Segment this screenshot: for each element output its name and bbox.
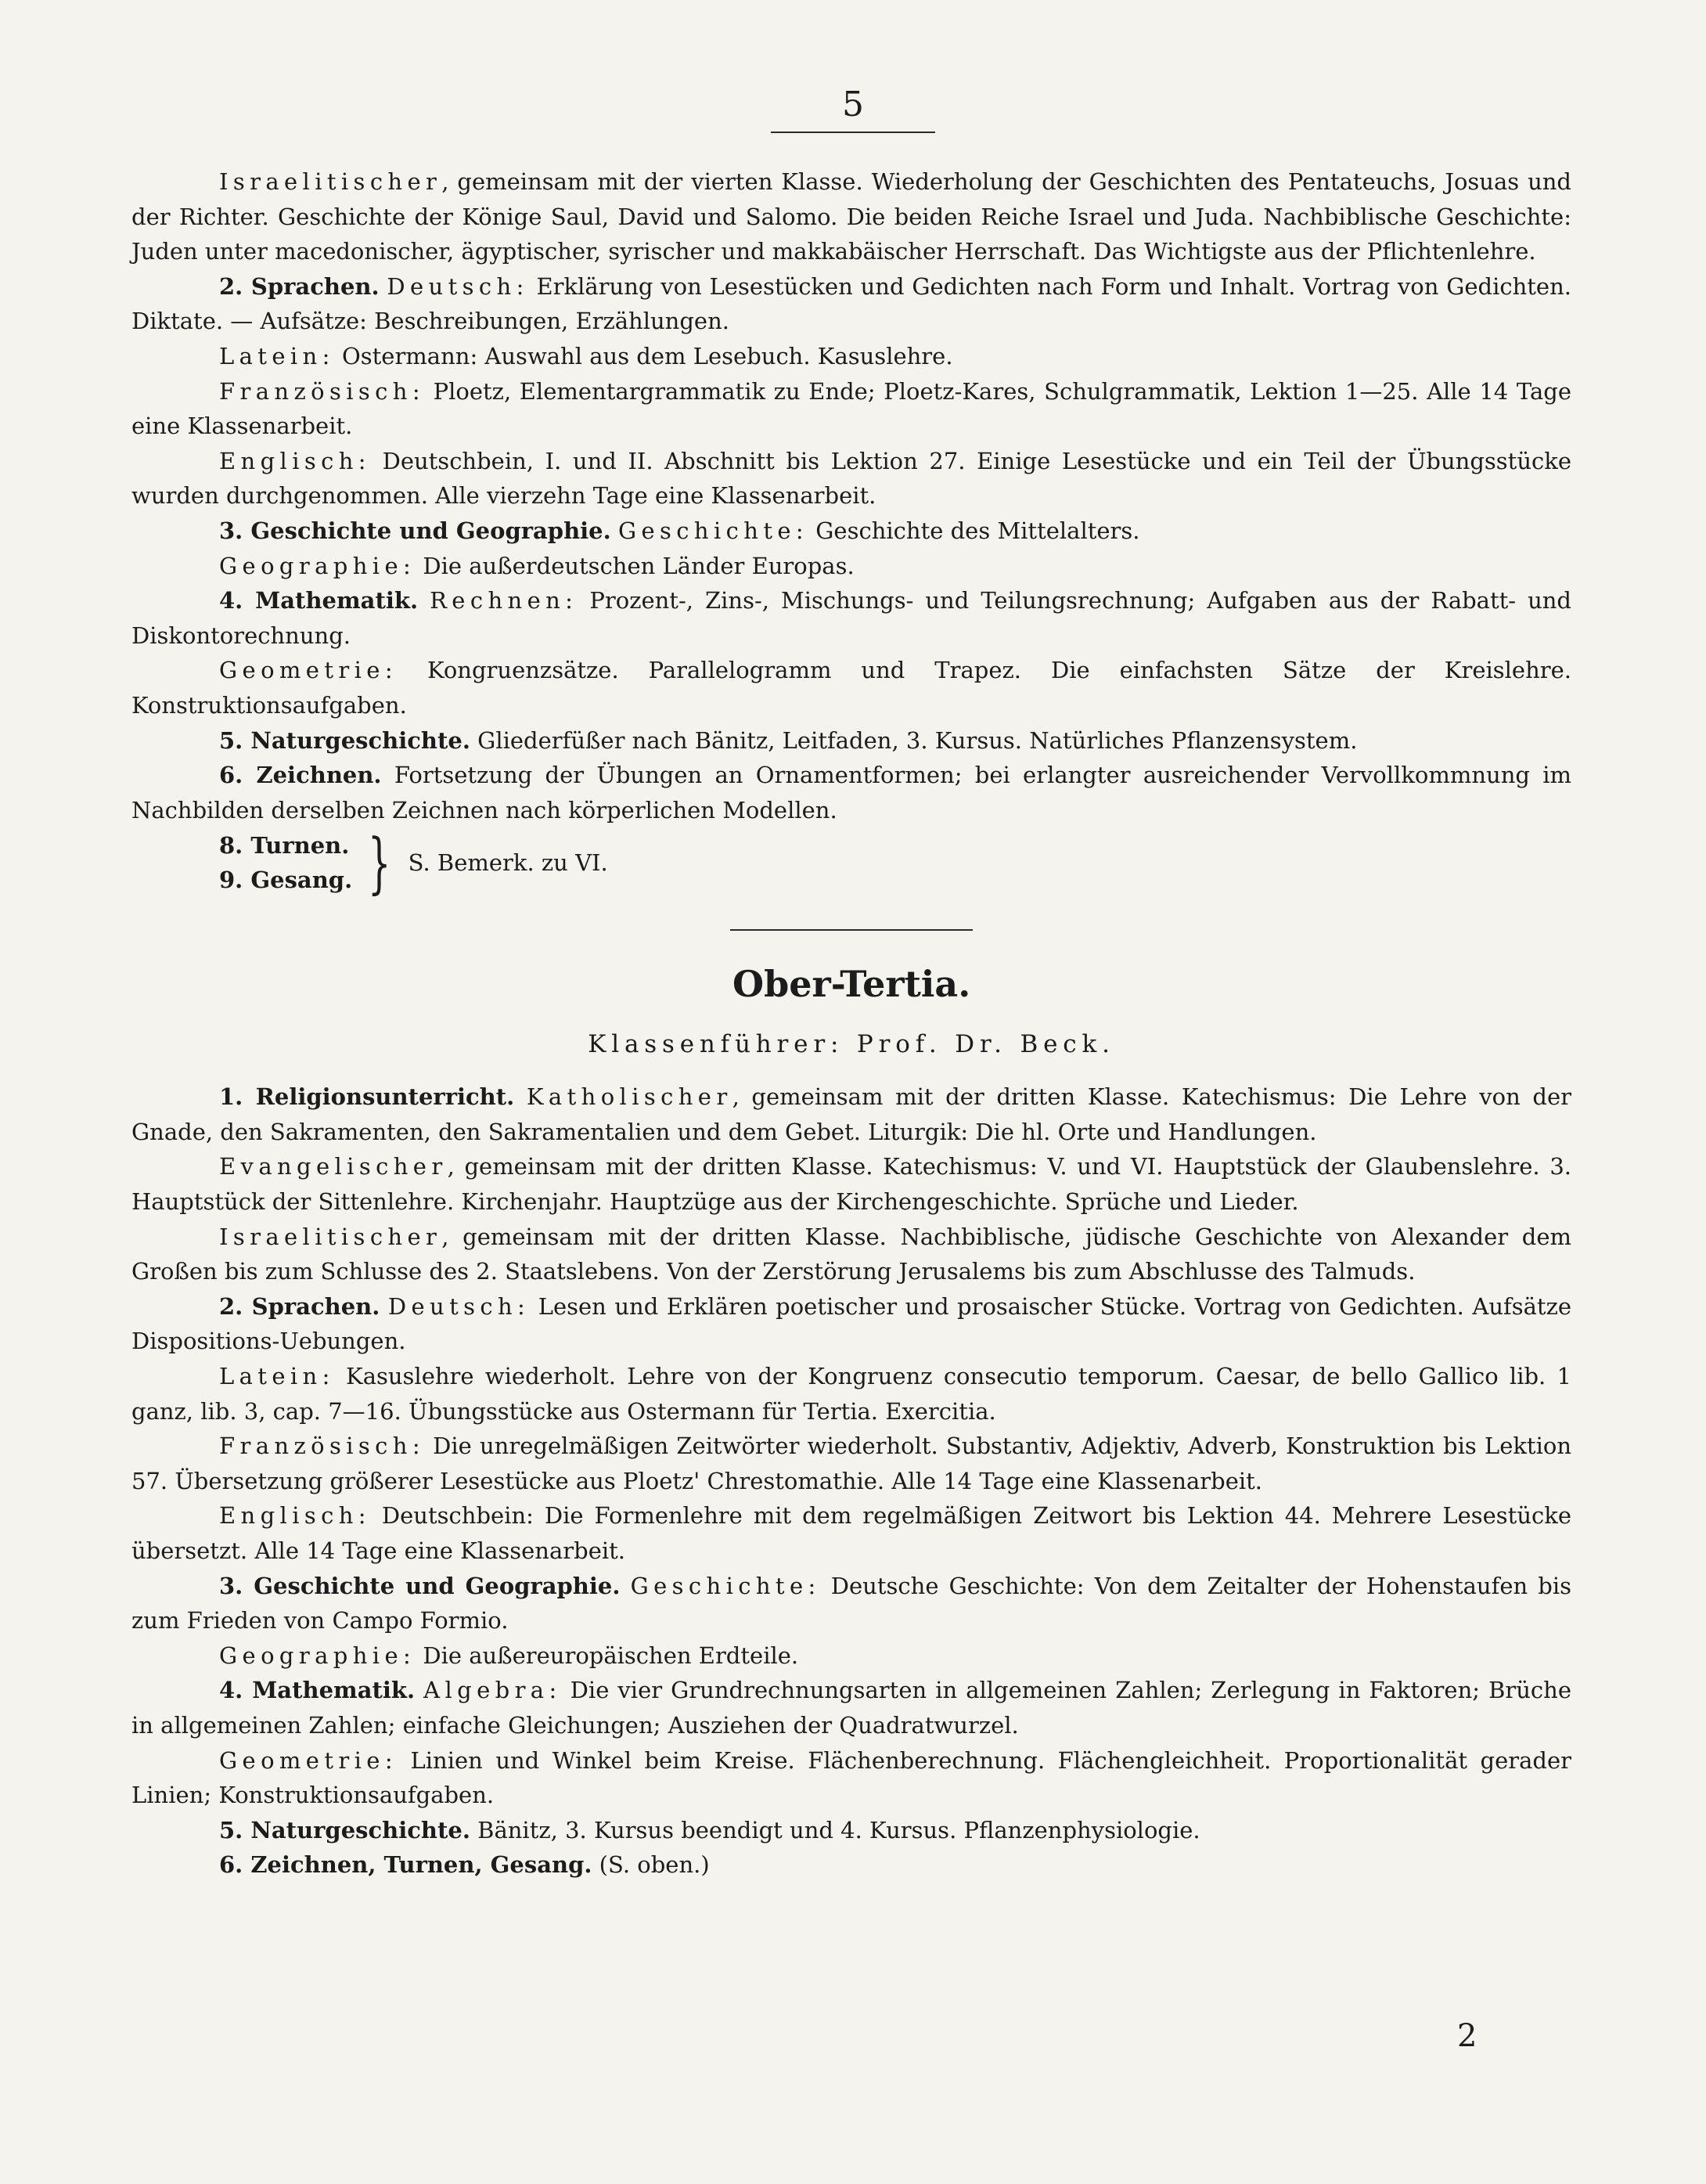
text-geschichte: Geschichte des Mittelalters. xyxy=(808,517,1140,544)
label-deutsch: Deutsch: xyxy=(387,272,529,300)
text-algebra: Die vier Grundrechnungsarten in allgemeinen Zahlen; Zerlegung in Faktoren; Brüche in allgemeinen Zahlen; einfache Gleichungen; Ausziehen der Quadratwurzel. xyxy=(131,1677,1572,1739)
label-deutsch-2: Deutsch: xyxy=(387,1292,531,1320)
text-franzoesisch-2: Die unregelmäßigen Zeitwörter wiederholt. Substantiv, Adjektiv, Adverb, Konstruktion bis Lektion 57. Übersetzung größerer Lesestücke aus Ploetz' Chrestomathie. Alle 14 Tage eine Klassenarbeit. xyxy=(131,1433,1571,1494)
heading-sprachen: 2. Sprachen. xyxy=(219,272,380,300)
heading-naturgeschichte-2: 5. Naturgeschichte. xyxy=(219,1816,470,1843)
paragraph-franzoesisch-1 xyxy=(131,374,1571,444)
text-naturgeschichte: Gliederfüßer nach Bänitz, Leitfaden, 3. Kursus. Natürliches Pflanzensystem. xyxy=(470,726,1358,754)
text-evangelisch: , gemeinsam mit der dritten Klasse. Katechismus: V. und VI. Hauptstück der Glaubenslehre. 3. Hauptstück der Sittenlehre. Kirchenjahr. Hauptzüge aus der Kirchengeschichte. Sprüche und Lieder. xyxy=(131,1153,1571,1216)
label-latein: Latein: xyxy=(219,342,335,369)
paragraph-naturgeschichte-1 xyxy=(131,723,1571,759)
text-zeichnen: Fortsetzung der Übungen an Ornamentformen; bei erlangter ausreichender Vervollkommnung im Nachbilden derselben Zeichnen nach körperlichen Modellen. xyxy=(131,762,1572,824)
paragraph-englisch-1 xyxy=(131,444,1571,514)
paragraph-zeichnen-2 xyxy=(131,1847,1571,1883)
label-franzoesisch: Französisch: xyxy=(219,377,425,405)
paragraph-geographie-1 xyxy=(131,549,1571,584)
paragraph-geometrie-2 xyxy=(131,1743,1571,1813)
text-zeichnen-2: (S. oben.) xyxy=(592,1851,710,1879)
label-turnen: 8. Turnen. xyxy=(219,831,350,859)
paragraph-latein-1 xyxy=(131,339,1571,374)
text-englisch-2: Deutschbein: Die Formenlehre mit dem regelmäßigen Zeitwort bis Lektion 44. Mehrere Lesestücke übersetzt. Alle 14 Tage eine Klassenarbeit. xyxy=(131,1502,1571,1564)
paragraph-katholisch-2 xyxy=(131,1079,1571,1149)
heading-zeichnen-turnen-gesang: 6. Zeichnen, Turnen, Gesang. xyxy=(219,1851,592,1879)
label-rechnen: Rechnen: xyxy=(430,587,578,614)
label-israelitisch: Israelitischer xyxy=(219,168,442,195)
text-franzoesisch: Ploetz, Elementargrammatik zu Ende; Ploetz-Kares, Schulgrammatik, Lektion 1—25. Alle 14 Tage eine Klassenarbeit. xyxy=(131,377,1571,440)
paragraph-mathematik-1 xyxy=(131,583,1571,653)
text-latein: Ostermann: Auswahl aus dem Lesebuch. Kasuslehre. xyxy=(334,342,953,369)
text-israelitisch-2: , gemeinsam mit der dritten Klasse. Nachbiblische, jüdische Geschichte von Alexander dem Großen bis zum Schlusse des 2. Staatslebens. Von der Zerstörung Jerusalems bis zum Abschlusse des Talmuds. xyxy=(131,1223,1571,1285)
page-number-rule xyxy=(771,132,935,133)
label-algebra: Algebra: xyxy=(423,1677,562,1704)
heading-geschichte-geographie: 3. Geschichte und Geographie. xyxy=(219,517,611,544)
label-geometrie: Geometrie: xyxy=(219,657,398,684)
section-title: Ober-Tertia. xyxy=(732,963,971,1006)
heading-religionsunterricht: 1. Religionsunterricht. xyxy=(219,1083,515,1111)
paragraph-zeichnen-1 xyxy=(131,758,1571,827)
text-rechnen: Prozent-, Zins-, Mischungs- und Teilungsrechnung; Aufgaben aus der Rabatt- und Diskontorechnung. xyxy=(131,587,1572,649)
text-bemerk: S. Bemerk. zu VI. xyxy=(408,849,608,876)
heading-sprachen-2: 2. Sprachen. xyxy=(219,1292,380,1320)
label-franzoesisch-2: Französisch: xyxy=(219,1433,425,1460)
text-geschichte-2: Deutsche Geschichte: Von dem Zeitalter der Hohenstaufen bis zum Frieden von Campo Formio. xyxy=(131,1572,1571,1634)
paragraph-franzoesisch-2 xyxy=(131,1429,1571,1498)
paragraph-algebra-2 xyxy=(131,1673,1571,1743)
text-latein-2: Kasuslehre wiederholt. Lehre von der Kongruenz consecutio temporum. Caesar, de bello Gallico lib. 1 ganz, lib. 3, cap. 7—16. Übungsstücke aus Ostermann für Tertia. Exercitia. xyxy=(131,1363,1571,1425)
label-katholisch: Katholischer xyxy=(526,1083,732,1111)
text-katholisch: , gemeinsam mit der dritten Klasse. Katechismus: Die Lehre von der Gnade, den Sakramenten, den Sakramentalien und dem Gebet. Liturgik: Die hl. Orte und Handlungen. xyxy=(131,1083,1572,1145)
page-body xyxy=(131,164,1571,1883)
label-evangelisch: Evangelischer xyxy=(219,1153,448,1180)
paragraph-latein-2 xyxy=(131,1359,1571,1429)
label-geographie: Geographie: xyxy=(219,552,416,579)
paragraph-geographie-2 xyxy=(131,1638,1571,1674)
signature-number: 2 xyxy=(1457,2018,1477,2054)
curly-brace-icon: } xyxy=(368,824,391,902)
label-geschichte: Geschichte: xyxy=(617,517,809,544)
heading-naturgeschichte: 5. Naturgeschichte. xyxy=(219,726,470,754)
brace-labels xyxy=(219,828,352,898)
paragraph-geometrie-1 xyxy=(131,653,1571,723)
text-deutsch: Erklärung von Lesestücken und Gedichten nach Form und Inhalt. Vortrag von Gedichten. Diktate. — Aufsätze: Beschreibungen, Erzählungen. xyxy=(131,272,1571,335)
label-englisch: Englisch: xyxy=(219,447,371,474)
paragraph-englisch-2 xyxy=(131,1498,1571,1568)
text-geographie: Die außerdeutschen Länder Europas. xyxy=(416,552,855,579)
heading-geschichte-geographie-2: 3. Geschichte und Geographie. xyxy=(219,1572,621,1599)
section-divider xyxy=(730,929,973,931)
label-israelitisch-2: Israelitischer xyxy=(219,1223,442,1250)
label-gesang: 9. Gesang. xyxy=(219,867,353,894)
label-geschichte-2: Geschichte: xyxy=(630,1572,821,1599)
paragraph-geschichte-1 xyxy=(131,514,1571,549)
label-latein-2: Latein: xyxy=(219,1363,335,1390)
section-subtitle: Klassenführer: Prof. Dr. Beck. xyxy=(588,1030,1115,1059)
heading-zeichnen: 6. Zeichnen. xyxy=(219,762,382,789)
heading-mathematik: 4. Mathematik. xyxy=(219,587,419,614)
paragraph-israelitisch-1 xyxy=(131,164,1571,269)
paragraph-israelitisch-2 xyxy=(131,1220,1571,1289)
text-geometrie-2: Linien und Winkel beim Kreise. Flächenberechnung. Flächengleichheit. Proportionalität gerader Linien; Konstruktionsaufgaben. xyxy=(131,1746,1571,1809)
paragraph-sprachen-deutsch-2 xyxy=(131,1289,1571,1359)
turnen-gesang-block xyxy=(219,824,1571,902)
paragraph-geschichte-2 xyxy=(131,1569,1571,1638)
label-geometrie-2: Geometrie: xyxy=(219,1746,398,1774)
text-israelitisch: , gemeinsam mit der vierten Klasse. Wiederholung der Geschichten des Pentateuchs, Josuas und der Richter. Geschichte der Könige Saul, David und Salomo. Die beiden Reiche Israel und Juda. Nachbiblische Geschichte: Juden unter macedonischer, ägyptischer, syrischer und makkabäischer Herrschaft. Das Wichtigste aus der Pflichtenlehre. xyxy=(131,168,1571,265)
label-englisch-2: Englisch: xyxy=(219,1502,371,1530)
text-deutsch-2: Lesen und Erklären poetischer und prosaischer Stücke. Vortrag von Gedichten. Aufsätze Dispositions-Uebungen. xyxy=(131,1292,1572,1355)
label-geographie-2: Geographie: xyxy=(219,1642,416,1669)
text-naturgeschichte-2: Bänitz, 3. Kursus beendigt und 4. Kursus. Pflanzenphysiologie. xyxy=(470,1816,1200,1843)
text-geographie-2: Die außereuropäischen Erdteile. xyxy=(416,1642,799,1669)
page-number: 5 xyxy=(842,85,864,124)
paragraph-evangelisch-2 xyxy=(131,1149,1571,1219)
heading-mathematik-2: 4. Mathematik. xyxy=(219,1677,416,1704)
text-englisch: Deutschbein, I. und II. Abschnitt bis Lektion 27. Einige Lesestücke und ein Teil der Übungsstücke wurden durchgenommen. Alle vierzehn Tage eine Klassenarbeit. xyxy=(131,447,1571,510)
paragraph-naturgeschichte-2 xyxy=(131,1813,1571,1848)
paragraph-sprachen-deutsch-1 xyxy=(131,269,1571,339)
text-geometrie: Kongruenzsätze. Parallelogramm und Trapez. Die einfachsten Sätze der Kreislehre. Konstruktionsaufgaben. xyxy=(131,657,1571,719)
